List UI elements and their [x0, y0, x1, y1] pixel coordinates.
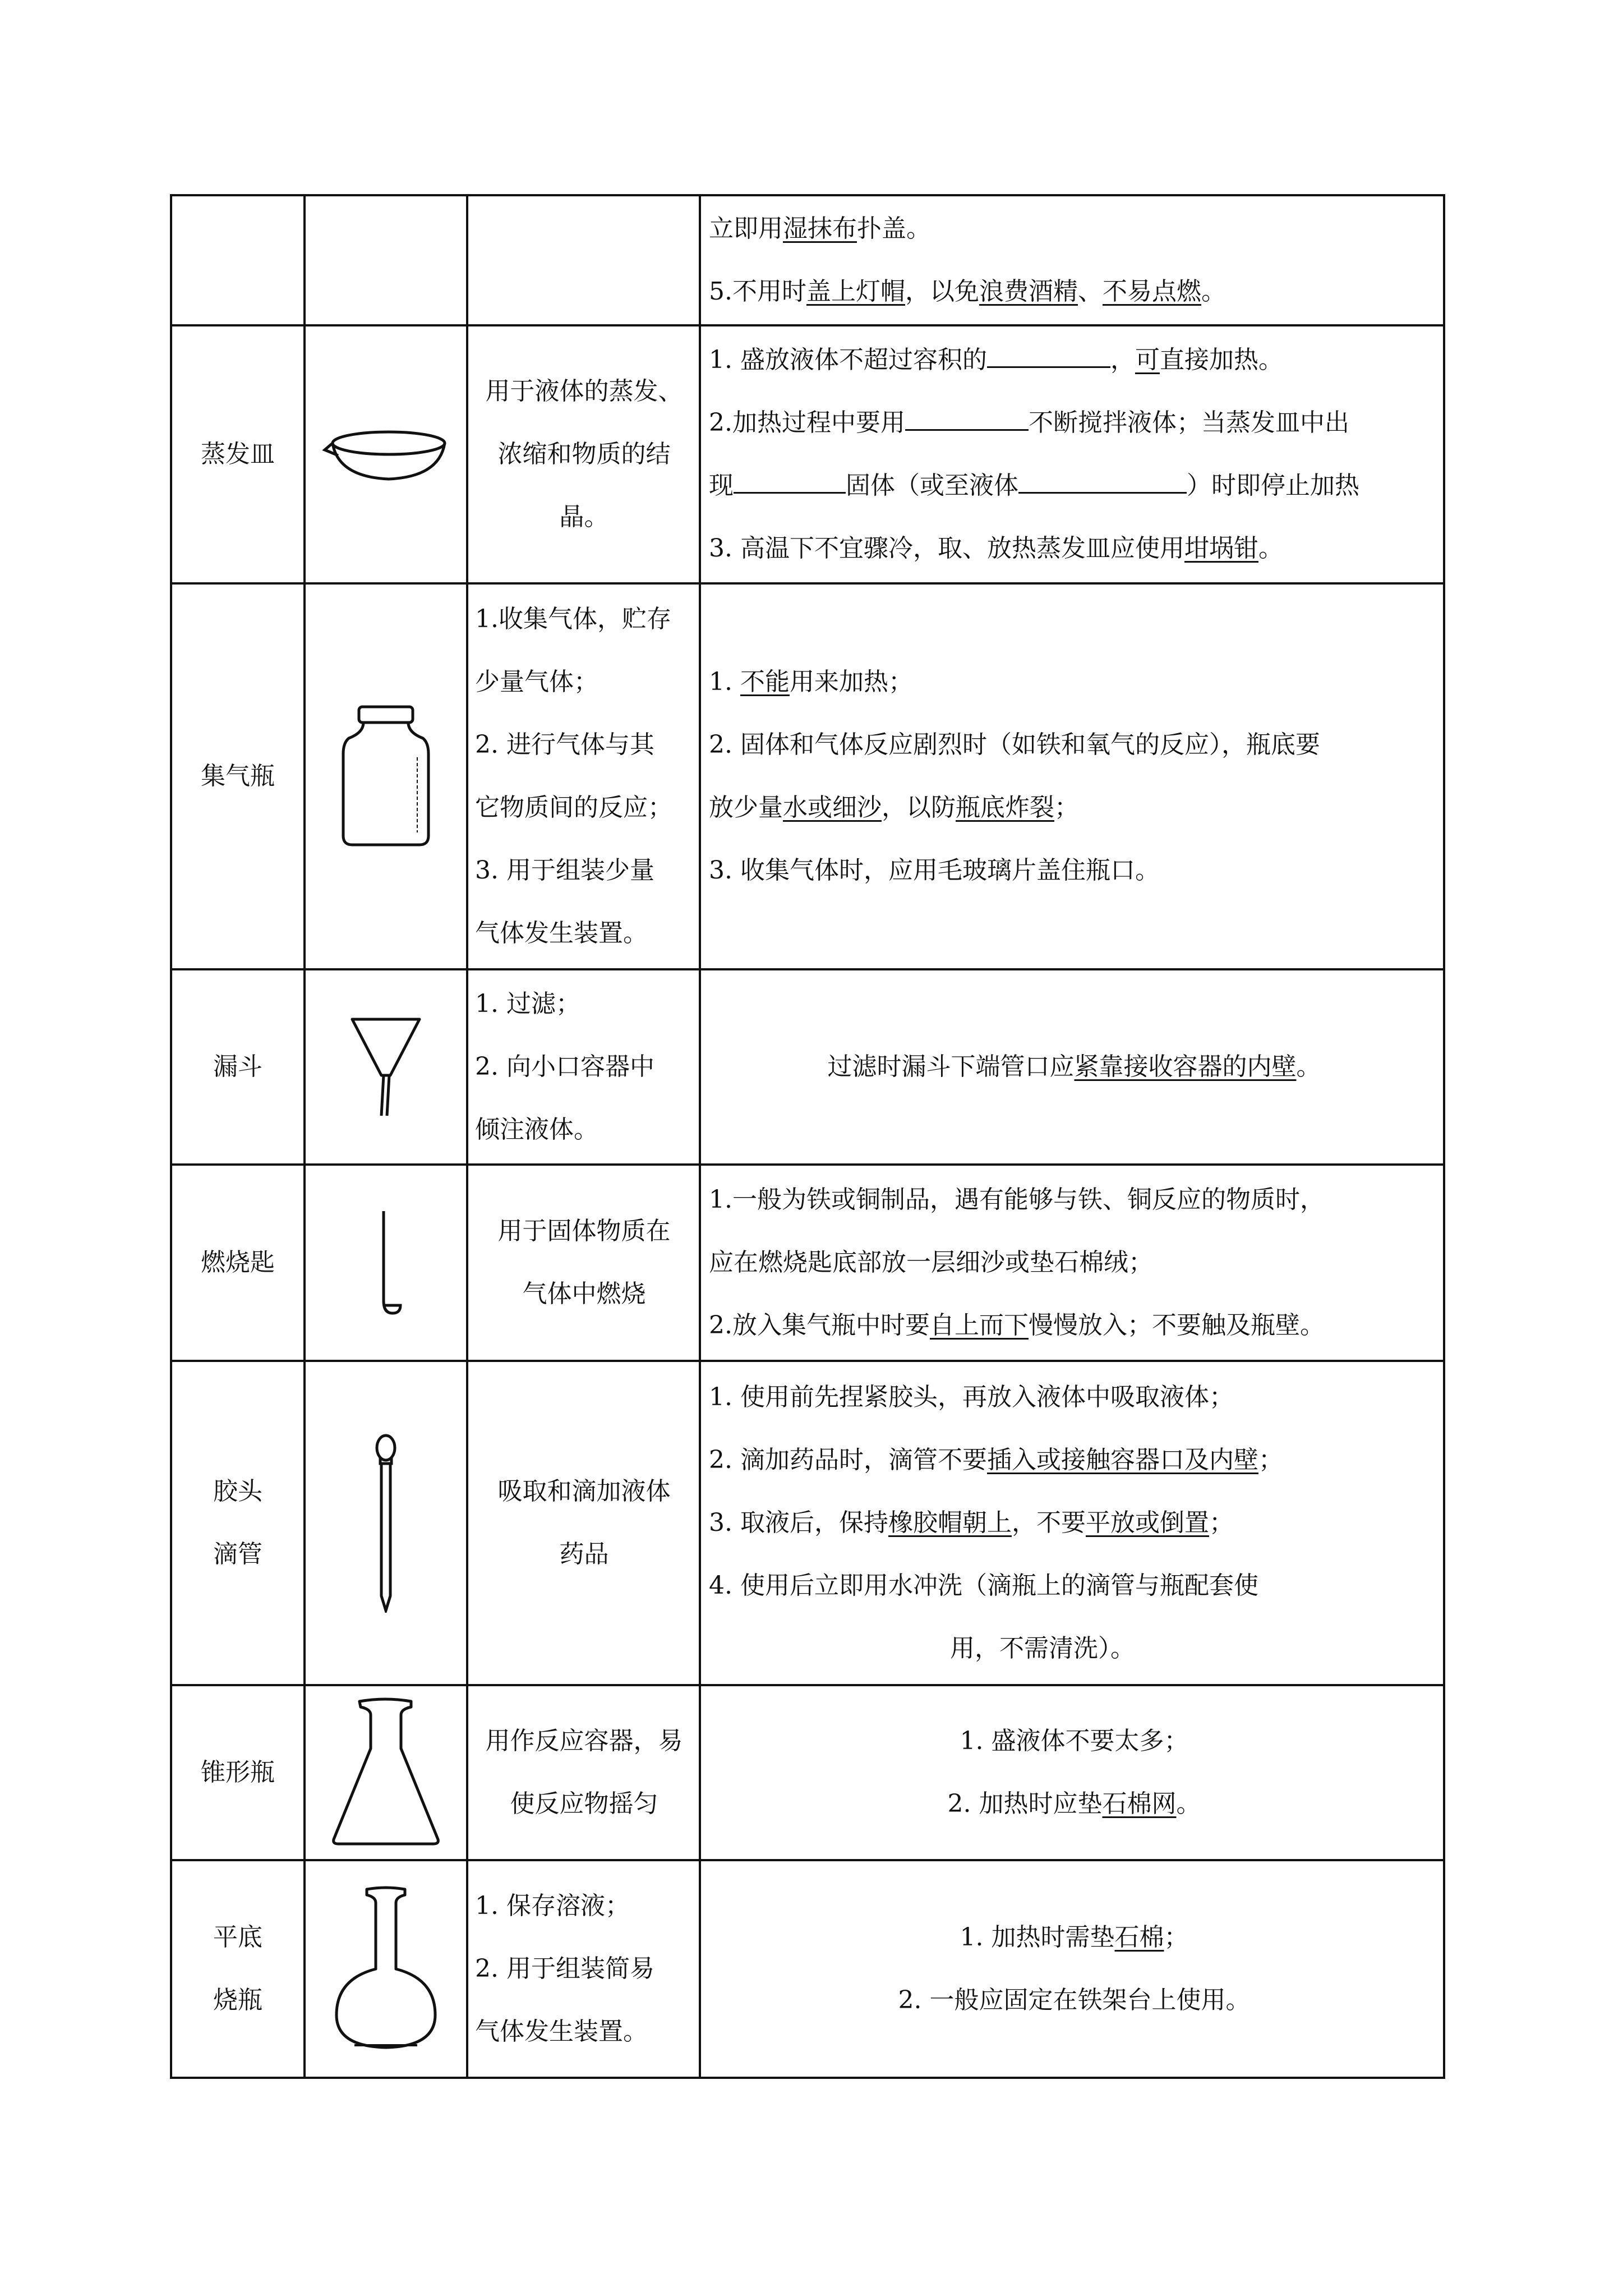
note-text: 用，不需清洗）。: [950, 1634, 1135, 1663]
notes-cell: [700, 1685, 1444, 1860]
usage-line: 2. 向小口容器中: [475, 1052, 654, 1081]
underlined-answer: 紧靠接收容器的内壁: [1074, 1052, 1297, 1081]
note-text: 不断搅拌液体；当蒸发皿中出: [1028, 408, 1349, 437]
instrument-image-cell: [305, 325, 467, 583]
notes-cell: [700, 1860, 1444, 2078]
usage-line: 用作反应容器，易: [485, 1727, 683, 1755]
instrument-name-cell: [171, 1361, 305, 1685]
note-text: 用来加热；: [789, 668, 913, 696]
note-text: 1. 使用前先捏紧胶头，再放入液体中吸取液体；: [709, 1383, 1234, 1411]
instrument-name-cell: [171, 583, 305, 969]
note-text: 2. 一般应固定在铁架台上使用。: [898, 1986, 1251, 2014]
note-line: [709, 839, 1440, 902]
note-text: ；: [1209, 1508, 1234, 1537]
fill-in-blank[interactable]: [734, 466, 846, 494]
note-text: 现: [709, 471, 734, 500]
note-text: 。: [1201, 277, 1226, 306]
note-text: 扑盖。: [857, 214, 931, 243]
note-text: 3. 收集气体时，应用毛玻璃片盖住瓶口。: [709, 856, 1160, 885]
notes-cell: [700, 1361, 1444, 1685]
usage-line: 2. 进行气体与其: [475, 730, 654, 759]
note-text: 2. 固体和气体反应剧烈时（如铁和氧气的反应），瓶底要: [709, 730, 1320, 759]
underlined-answer: 不能: [740, 668, 790, 696]
note-line: [709, 1617, 1440, 1680]
note-text: 2.放入集气瓶中时要: [709, 1311, 930, 1340]
usage-line: 1.收集气体，贮存: [475, 605, 671, 633]
usage-cell: [467, 1361, 700, 1685]
usage-line: 吸取和滴加液体: [497, 1477, 671, 1506]
instrument-image-cell: [305, 1165, 467, 1361]
note-text: ；: [1164, 1923, 1189, 1952]
note-text: 。: [1296, 1052, 1321, 1081]
note-text: ，以防: [882, 793, 956, 822]
note-line: [709, 1492, 1440, 1554]
note-text: ，: [1110, 346, 1135, 374]
usage-line: 1. 保存溶液；: [475, 1892, 630, 1920]
usage-cell: [467, 325, 700, 583]
underlined-answer: 插入或接触容器口及内壁: [986, 1446, 1258, 1474]
note-line: [709, 1231, 1440, 1294]
note-text: 。: [1258, 534, 1283, 563]
note-text: 1.: [709, 668, 740, 696]
fill-in-blank[interactable]: [905, 403, 1029, 431]
funnel-icon: [347, 1014, 425, 1120]
usage-line: 浓缩和物质的结: [497, 440, 671, 468]
note-text: ）时即停止加热: [1187, 471, 1359, 500]
usage-line: 晶。: [559, 503, 609, 531]
underlined-answer: 石棉: [1114, 1923, 1164, 1952]
usage-line: 用于液体的蒸发、: [485, 377, 683, 406]
note-text: 2. 加热时应垫: [947, 1789, 1103, 1818]
underlined-answer: 浪费酒精: [979, 277, 1078, 306]
lab-equipment-table: [170, 194, 1445, 2079]
note-text: 2. 滴加药品时，滴管不要: [709, 1446, 987, 1474]
usage-line: 少量气体；: [475, 668, 598, 696]
table-row: [171, 969, 1444, 1165]
underlined-answer: 盖上灯帽: [806, 277, 905, 306]
note-line: [709, 392, 1440, 454]
note-line: [709, 329, 1440, 392]
instrument-image-cell: [305, 969, 467, 1165]
flat-bottom-flask-icon: [330, 1885, 442, 2053]
note-line: [709, 260, 1440, 323]
note-text: 立即用: [709, 214, 783, 243]
table-row: [171, 195, 1444, 325]
instrument-name: 燃烧匙: [201, 1248, 275, 1277]
table-row: [171, 325, 1444, 583]
usage-cell: [467, 1860, 700, 2078]
note-line: [709, 1906, 1440, 1969]
gas-jar-icon: [335, 703, 436, 849]
table-row: [171, 1685, 1444, 1860]
notes-cell: [700, 195, 1444, 325]
note-text: 直接加热。: [1159, 346, 1283, 374]
instrument-image-cell: [305, 195, 467, 325]
usage-cell: [467, 969, 700, 1165]
usage-cell: [467, 1165, 700, 1361]
notes-cell: [700, 1165, 1444, 1361]
combustion-spoon-icon: [363, 1207, 408, 1319]
instrument-name: 平底 烧瓶: [213, 1923, 262, 2014]
note-text: 应在燃烧匙底部放一层细沙或垫石棉绒；: [709, 1248, 1153, 1277]
note-line: [709, 1366, 1440, 1429]
instrument-image-cell: [305, 1361, 467, 1685]
note-line: [709, 1168, 1440, 1231]
instrument-name: 漏斗: [213, 1052, 262, 1081]
evaporating-dish-icon: [321, 421, 450, 488]
instrument-name: 蒸发皿: [201, 440, 275, 468]
note-text: 5.不用时: [709, 277, 806, 306]
note-line: [709, 651, 1440, 714]
usage-cell: [467, 195, 700, 325]
note-line: [709, 1294, 1440, 1357]
note-text: 3. 高温下不宜骤冷，取、放热蒸发皿应使用: [709, 534, 1184, 563]
usage-line: 气体中燃烧: [522, 1280, 646, 1308]
instrument-name-cell: [171, 969, 305, 1165]
underlined-answer: 水或细沙: [783, 793, 882, 822]
note-text: 固体（或至液体: [846, 471, 1018, 500]
conical-flask-icon: [327, 1697, 445, 1848]
table-row: [171, 583, 1444, 969]
fill-in-blank[interactable]: [987, 341, 1110, 368]
note-text: 2.加热过程中要用: [709, 408, 905, 437]
instrument-name: 锥形瓶: [201, 1758, 275, 1787]
instrument-name: 集气瓶: [201, 762, 275, 790]
underlined-answer: 石棉网: [1102, 1789, 1177, 1818]
underlined-answer: 瓶底炸裂: [956, 793, 1054, 822]
underlined-answer: 可: [1135, 346, 1160, 374]
underlined-answer: 自上而下: [929, 1311, 1029, 1340]
usage-line: 气体发生装置。: [475, 919, 648, 947]
note-text: 过滤时漏斗下端管口应: [827, 1052, 1075, 1081]
instrument-name-cell: [171, 1685, 305, 1860]
note-line: [709, 1773, 1440, 1835]
instrument-image-cell: [305, 1860, 467, 2078]
usage-line: 3. 用于组装少量: [475, 856, 654, 885]
instrument-name: 胶头 滴管: [213, 1477, 262, 1568]
note-line: [709, 1710, 1440, 1773]
note-text: 1.一般为铁或铜制品，遇有能够与铁、铜反应的物质时，: [709, 1185, 1325, 1214]
usage-line: 它物质间的反应；: [475, 793, 672, 822]
note-text: ，不要: [1011, 1508, 1086, 1537]
instrument-name-cell: [171, 1860, 305, 2078]
note-text: ；: [1258, 1446, 1283, 1474]
table-row: [171, 1361, 1444, 1685]
instrument-image-cell: [305, 583, 467, 969]
underlined-answer: 坩埚钳: [1184, 534, 1258, 563]
notes-cell: [700, 325, 1444, 583]
table-row: [171, 1165, 1444, 1361]
note-text: 1. 盛液体不要太多；: [960, 1727, 1189, 1755]
instrument-image-cell: [305, 1685, 467, 1860]
note-line: [709, 714, 1440, 776]
instrument-name-cell: [171, 325, 305, 583]
note-text: 1. 加热时需垫: [960, 1923, 1115, 1952]
note-text: ，以免: [905, 277, 979, 306]
usage-line: 使反应物摇匀: [510, 1789, 658, 1818]
underlined-answer: 湿抹布: [783, 214, 857, 243]
note-line: [709, 197, 1440, 260]
note-line: [709, 1554, 1440, 1617]
note-line: [709, 1429, 1440, 1492]
note-text: 4. 使用后立即用水冲洗（滴瓶上的滴管与瓶配套使: [709, 1571, 1258, 1600]
note-line: [709, 517, 1440, 580]
usage-line: 倾注液体。: [475, 1115, 598, 1144]
note-text: 1. 盛放液体不超过容积的: [709, 346, 987, 374]
note-text: 、: [1077, 277, 1103, 306]
instrument-name-cell: [171, 1165, 305, 1361]
note-line: [709, 776, 1440, 839]
note-text: 放少量: [709, 793, 783, 822]
note-line: [709, 1969, 1440, 2032]
notes-cell: [700, 583, 1444, 969]
note-text: ；: [1054, 793, 1079, 822]
usage-line: 用于固体物质在: [497, 1217, 671, 1245]
note-text: 慢慢放入；不要触及瓶壁。: [1028, 1311, 1325, 1340]
usage-line: 药品: [559, 1540, 609, 1568]
usage-line: 2. 用于组装简易: [475, 1954, 654, 1983]
notes-cell: [700, 969, 1444, 1165]
fill-in-blank[interactable]: [1018, 466, 1187, 494]
dropper-icon: [363, 1433, 408, 1613]
underlined-answer: 橡胶帽朝上: [888, 1508, 1012, 1537]
note-text: 3. 取液后，保持: [709, 1508, 888, 1537]
table-row: [171, 1860, 1444, 2078]
instrument-name-cell: [171, 195, 305, 325]
underlined-answer: 不易点燃: [1102, 277, 1201, 306]
note-line: [709, 454, 1440, 517]
usage-line: 气体发生装置。: [475, 2017, 648, 2046]
underlined-answer: 平放或倒置: [1085, 1508, 1209, 1537]
usage-cell: [467, 1685, 700, 1860]
note-text: 。: [1176, 1789, 1201, 1818]
usage-line: 1. 过滤；: [475, 990, 580, 1018]
note-line: [709, 1036, 1440, 1098]
usage-cell: [467, 583, 700, 969]
